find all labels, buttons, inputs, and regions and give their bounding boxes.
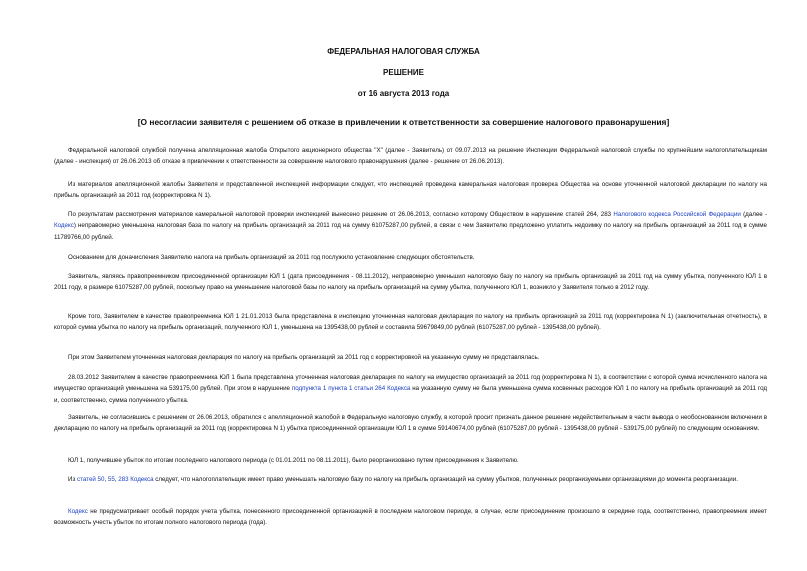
paragraph [54,506,767,529]
paragraph-text: Из [68,476,78,483]
paragraph [54,209,767,243]
paragraph-text: (далее - [740,211,767,218]
agency-title: ФЕДЕРАЛЬНАЯ НАЛОГОВАЯ СЛУЖБА [327,47,480,56]
paragraph-text: При этом Заявителем уточненная налоговая декларация по налогу на прибыль организаций за 2011 год с корректировкой на указанную сумму не представлялась. [68,354,540,361]
paragraph-text: Из материалов апелляционной жалобы Заявителя и представленной инспекцией информации следует, что инспекцией проведена камеральная налоговая проверка Общества на основе уточненной налоговой декларации по налогу на прибыль организаций за 2011 год (корректировка N 1). [54,181,767,200]
paragraph-text: Заявитель, являясь правопреемником присоединенной организации ЮЛ 1 (дата присоединения - 08.11.2012), неправомерно уменьшил налоговую базу по налогу на прибыль организаций за 2011 год на сумму убытка, полученного ЮЛ 1 в 2011 году, в размере 61075287,00 рублей, поскольку право на уменьшение налоговой базы по налогу на прибыль организаций на сумму убытка, полученного ЮЛ 1, возникло у Заявителя только в 2012 году. [54,273,767,292]
law-reference-link[interactable]: Кодекс [68,508,88,515]
paragraph-text: на указанную сумму не была уменьшена сумма косвенных расходов ЮЛ 1 по налогу на прибыль организаций за 2011 год и, соответственно, сумма полученного убытка. [54,385,767,404]
paragraph [54,372,767,406]
document-type: РЕШЕНИЕ [383,68,424,77]
paragraph-text: не предусматривает особый порядок учета убытка, понесенного присоединенной организацией в последнем налоговом периоде, в случае, если присоединение произошло в середине года, соответственно, правопреемник имеет возможность учесть убыток по итогам полного налогового периода (года). [54,508,767,527]
paragraph-text: ) неправомерно уменьшена налоговая база по налогу на прибыль организаций за 2011 год на сумму 61075287,00 рублей, в связи с чем Заявителю предложено уплатить недоимку по налогу на прибыль организаций за 2011 год в сумме 11789766,00 рублей. [54,222,767,241]
paragraph [54,252,767,263]
paragraph [54,145,767,168]
paragraph-text: следует, что налогоплательщик имеет право уменьшать налоговую базу по налогу на прибыль организаций на сумму убытков, полученных реорганизуемыми организациями до момента реорганизации. [153,476,738,483]
law-reference-link[interactable]: Налогового кодекса Российской Федерации [613,211,741,218]
document-date: от 16 августа 2013 года [357,89,450,98]
paragraph [54,474,767,485]
law-reference-link[interactable]: 283 Кодекса [118,476,154,483]
paragraph-text: Федеральной налоговой службой получена апелляционная жалоба Открытого акционерного общества "Х" (далее - Заявитель) от 09.07.2013 на решение Инспекции Федеральной налоговой службы по крупнейшим налогоплательщикам (далее - инспекция) от 26.06.2013 об отказе в привлечении к ответственности за совершение налогового правонарушения (далее - решение от 26.06.2013). [54,147,767,166]
paragraph-text: 28.03.2012 Заявителем в качестве правопреемника ЮЛ 1 была представлена уточненная налоговая декларация по налогу на имущество организаций за 2011 год (корректировка N 1), в соответствии с которой сумма исчисленного налога на имущество организаций уменьшена на 539175,00 рублей. При этом в нарушение [54,374,767,393]
paragraph-text: Основанием для доначисления Заявителю налога на прибыль организаций за 2011 год послужило установление следующих обстоятельств. [68,254,475,261]
paragraph-text: По результатам рассмотрения материалов камеральной налоговой проверки инспекцией вынесено решение от 26.06.2013, согласно которому Обществом в нарушение статей 264, 283 [68,211,614,218]
paragraph [54,352,767,363]
paragraph [54,271,767,294]
paragraph-text: Кроме того, Заявителем в качестве правопреемника ЮЛ 1 21.01.2013 была представлена в инспекцию уточненная налоговая декларация по налогу на прибыль организаций за 2011 год (корректировка N 1) (заключительная отчетность), в которой сумма убытка по налогу на прибыль организаций, полученного ЮЛ 1, уменьшена на 1395438,00 рублей и составила 59679849,00 рублей (61075287,00 рублей - 1395438,00 рублей). [54,313,767,332]
paragraph-text: , [114,476,119,483]
paragraph-text: , [104,476,108,483]
law-reference-link[interactable]: Кодекс [54,222,74,230]
law-reference-link[interactable]: 55 [107,476,115,483]
paragraph [54,179,767,202]
paragraph-text: Заявитель, не согласившись с решением от 26.06.2013, обратился с апелляционной жалобой в Федеральную налоговую службу, в которой просит признать данное решение недействительным в части вывода о необоснованном включении в декларацию по налогу на прибыль организаций за 2011 год (корректировка N 1) убытка присоединенной организации ЮЛ 1 в сумме 59140674,00 рублей (61075287,00 рублей - 1395438,00 рублей - 539175,00 рублей) по следующим основаниям. [54,414,767,433]
paragraph [54,455,767,466]
document-subject: [О несогласии заявителя с решением об отказе в привлечении к ответственности за совершение налогового правонарушения] [137,117,670,127]
paragraph [54,412,767,435]
law-reference-link[interactable]: статей 50 [77,476,105,483]
paragraph [54,311,767,334]
law-reference-link[interactable]: подпункта 1 пункта 1 статьи 264 Кодекса [291,385,411,393]
paragraph-text: ЮЛ 1, получившее убыток по итогам последнего налогового периода (с 01.01.2011 по 08.11.2011), было реорганизовано путем присоединения к Заявителю. [68,457,519,464]
